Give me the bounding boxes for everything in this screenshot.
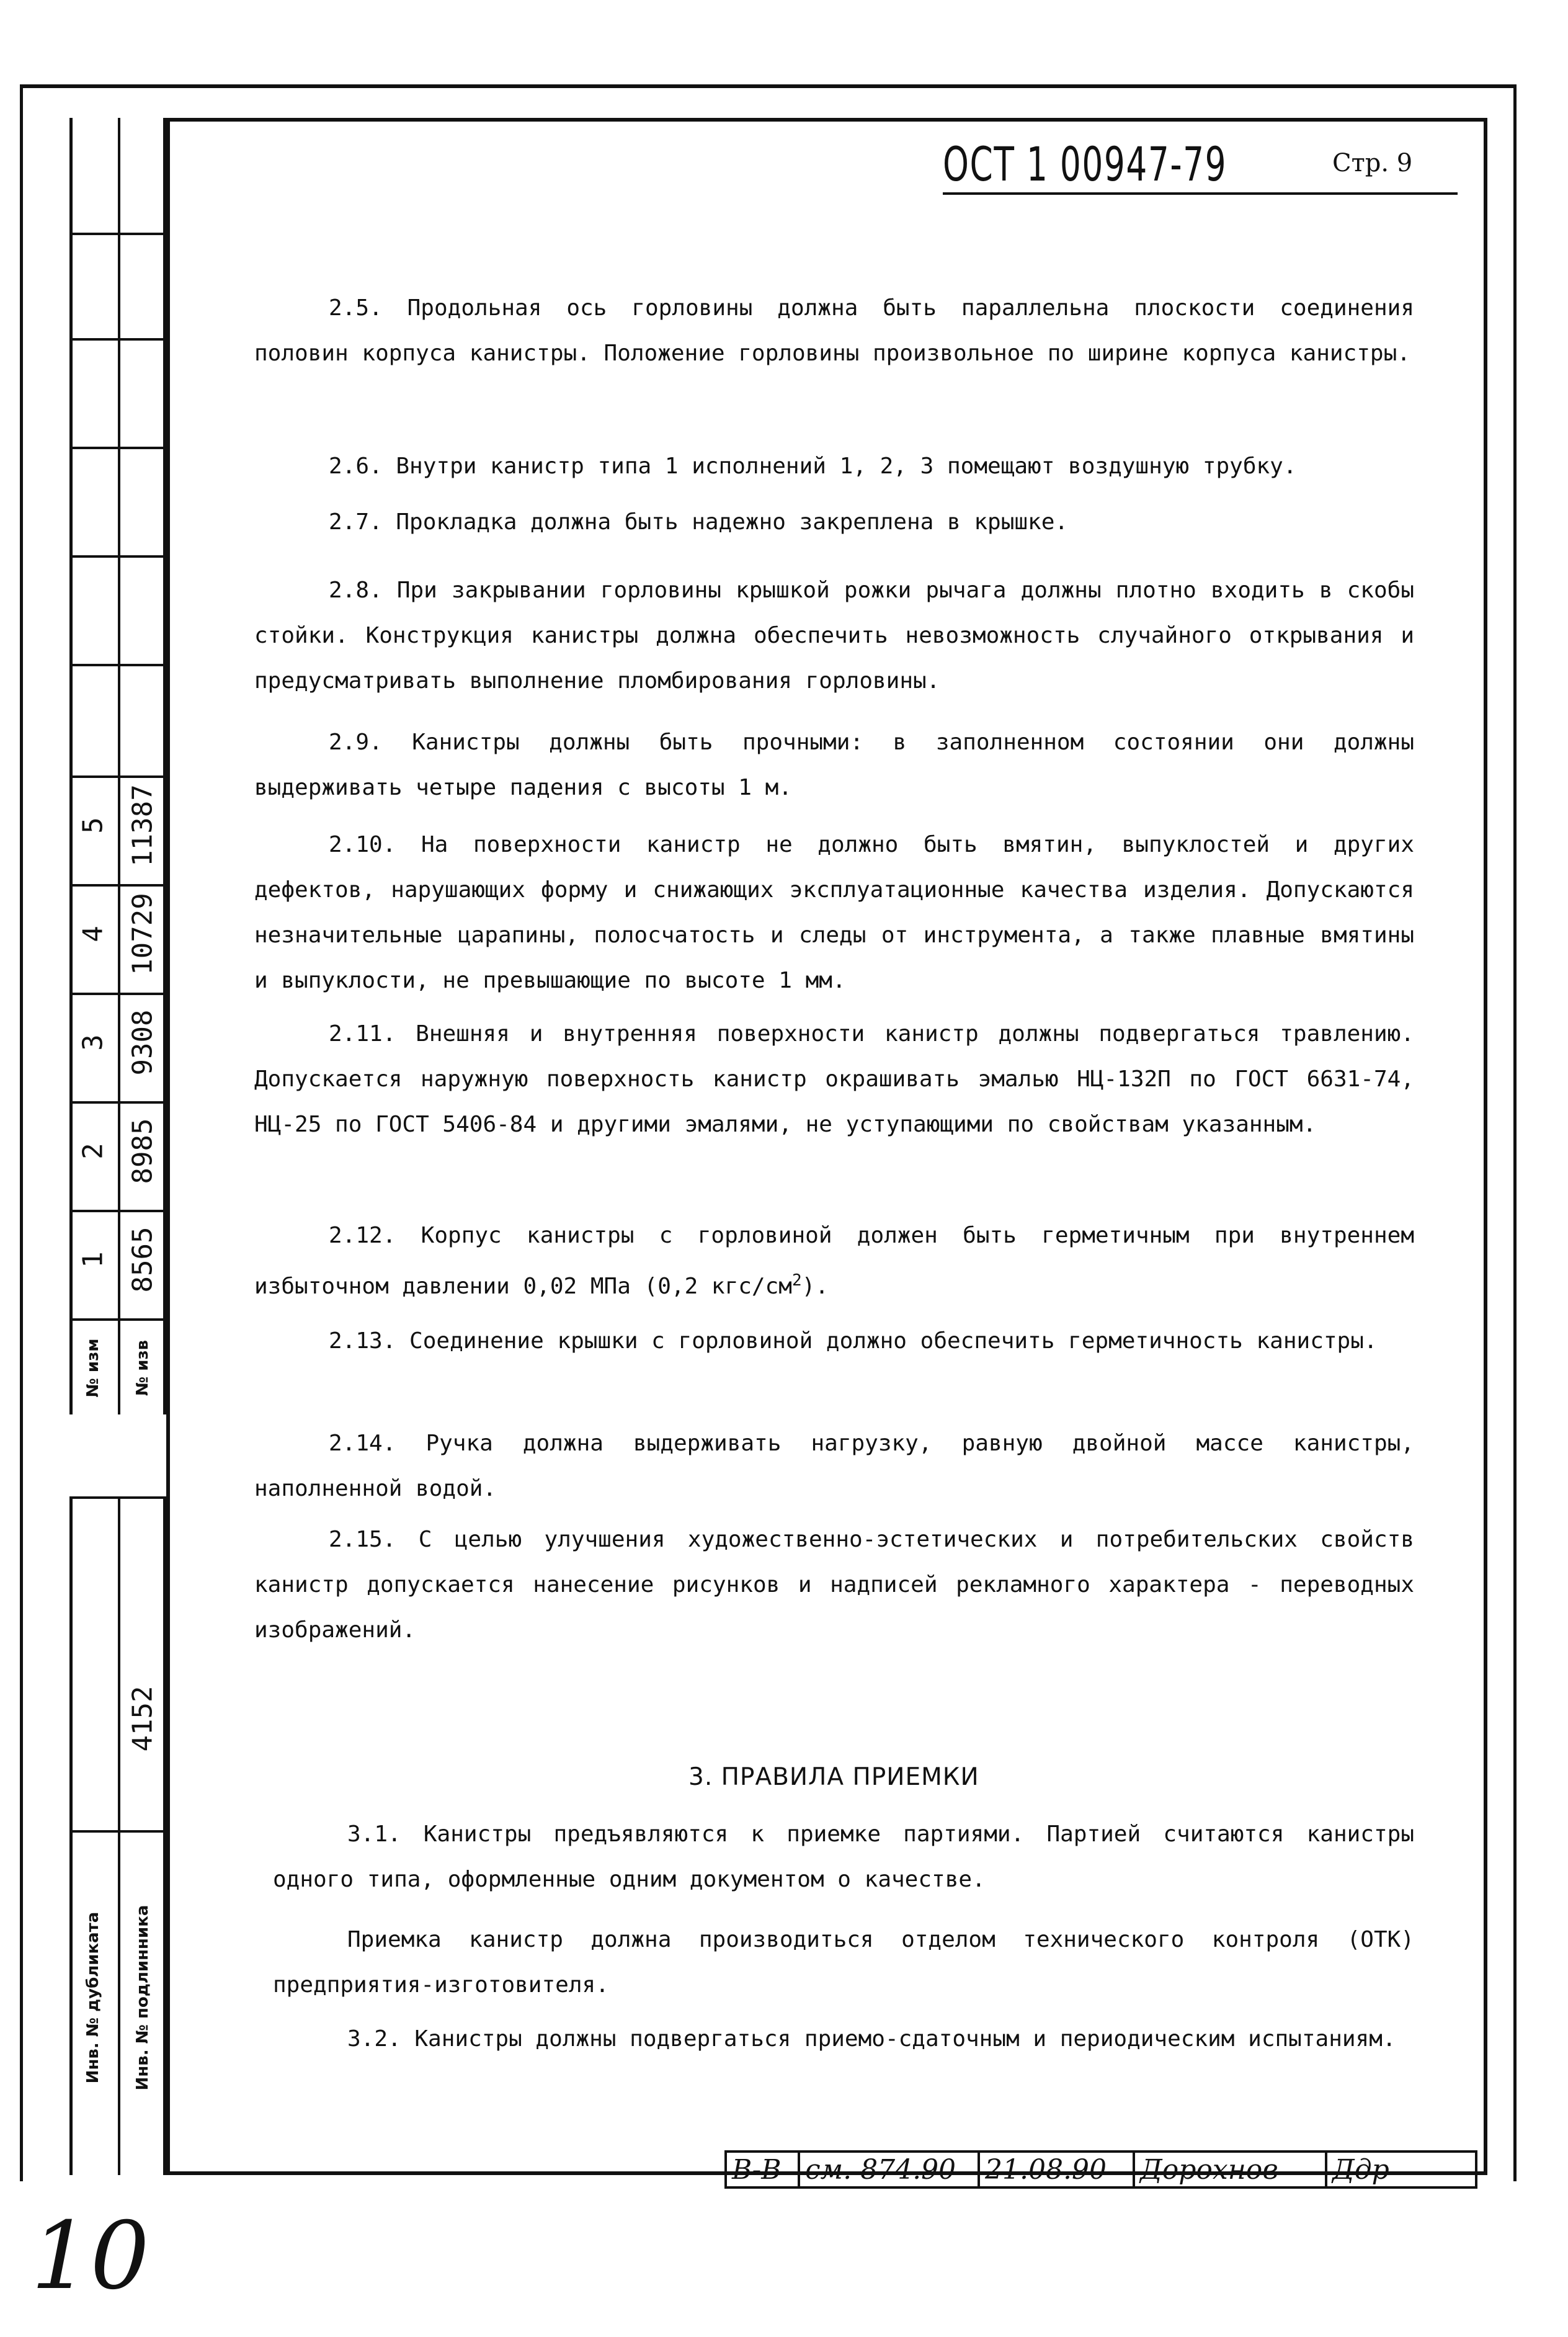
duplicate-label: Инв. № дубликата — [84, 1911, 102, 2084]
clause-2-9: 2.9. Канистры должны быть прочными: в заполненном состоянии они должны выдерживать четыре падения с высоты 1 м. — [254, 730, 1414, 800]
change-table-line — [69, 447, 166, 449]
change-number-2: 2 — [77, 1143, 109, 1160]
change-table-line — [69, 338, 166, 341]
row-label-doc: № изв — [133, 1339, 152, 1396]
change-number-4: 4 — [77, 926, 109, 942]
document-code: ОСТ 1 00947-79 — [943, 136, 1227, 192]
change-table-line — [69, 555, 166, 558]
clause-2-11: 2.11. Внешняя и внутренняя поверхности канистр должны подвергаться травлению. Допускается наружную поверхность канистр окрашивать эмалью НЦ-132П по ГОСТ 6631-74, НЦ-25 по ГОСТ 5406-84 и другими эмалями, не уступающими по свойствам указанным. — [254, 1021, 1414, 1137]
page-label: Стр. 9 — [1332, 149, 1413, 177]
clause-2-5: 2.5. Продольная ось горловины должна быть параллельна плоскости соединения половин корпуса канистры. Положение горловины произвольное по ширине корпуса канистры. — [254, 295, 1414, 366]
clause-2-13: 2.13. Соединение крышки с горловиной должно обеспечить герметичность канистры. — [329, 1328, 1378, 1354]
change-number-5: 5 — [77, 817, 109, 834]
stamp-cell-date: 21.08.90 — [980, 2153, 1135, 2186]
change-doc-5: 11387 — [127, 784, 159, 867]
change-number-1: 1 — [77, 1251, 109, 1268]
clause-2-8: 2.8. При закрывании горловины крышкой рожки рычага должны плотно входить в скобы стойки. Конструкция канистры должна обеспечить невозможность случайного открывания и предусматривать выполнение пломбирования горловины. — [254, 578, 1414, 694]
revision-stamp — [724, 2150, 1477, 2189]
change-table-line — [69, 664, 166, 666]
inventory-table-line — [69, 1830, 166, 1833]
clause-2-15: 2.15. С целью улучшения художественно-эстетических и потребительских свойств канистр допускается нанесение рисунков и надписей рекламного характера - переводных изображений. — [254, 1527, 1414, 1643]
clause-3-1-acceptance: Приемка канистр должна производиться отделом технического контроля (ОТК) предприятия-изготовителя. — [273, 1927, 1414, 1998]
clause-2-12-superscript: 2 — [791, 1271, 802, 1290]
clause-2-12-end: ). — [801, 1274, 829, 1299]
change-doc-3: 9308 — [127, 1009, 159, 1076]
clause-3-2: 3.2. Канистры должны подвергаться приемо-сдаточным и периодическим испытаниям. — [347, 2026, 1396, 2052]
change-doc-1: 8565 — [127, 1227, 159, 1293]
inventory-table-divider — [118, 1496, 120, 2175]
row-label-change: № изм — [84, 1338, 102, 1398]
clause-2-7: 2.7. Прокладка должна быть надежно закреплена в крышке. — [329, 509, 1069, 535]
original-number: 4152 — [127, 1686, 159, 1752]
change-doc-4: 10729 — [127, 893, 159, 975]
stamp-cell-mark: В-В — [727, 2153, 800, 2186]
outer-frame-right — [1513, 84, 1517, 2181]
clause-2-12 — [254, 1213, 1414, 1309]
change-doc-2: 8985 — [127, 1118, 159, 1184]
clause-2-6: 2.6. Внутри канистр типа 1 исполнений 1, 2, 3 помещают воздушную трубку. — [329, 454, 1297, 479]
change-table-divider — [118, 118, 120, 1414]
clause-2-14: 2.14. Ручка должна выдерживать нагрузку, равную двойной массе канистры, наполненной водой. — [254, 1431, 1414, 1501]
original-label: Инв. № подлинника — [133, 1905, 152, 2091]
handwritten-page-number: 10 — [31, 2202, 149, 2310]
clause-3-1: 3.1. Канистры предъявляются к приемке партиями. Партией считаются канистры одного типа, оформленные одним документом о качестве. — [273, 1821, 1414, 1892]
section-heading: 3. ПРАВИЛА ПРИЕМКИ — [688, 1763, 979, 1791]
change-table-line — [69, 233, 166, 235]
clause-2-10: 2.10. На поверхности канистр не должно быть вмятин, выпуклостей и других дефектов, нарушающих форму и снижающих эксплуатационные качества изделия. Допускаются незначительные царапины, полосчатость и следы от инструмента, а также плавные вмятины и выпуклости, не превышающие по высоте 1 мм. — [254, 832, 1414, 993]
clause-2-12-text: 2.12. Корпус канистры с горловиной должен быть герметичным при внутреннем избыточном давлении 0,02 МПа (0,2 кгс/см — [254, 1223, 1414, 1299]
stamp-cell-notice: см. 874.90 — [800, 2153, 980, 2186]
outer-frame-left — [20, 84, 23, 2181]
change-table-line — [69, 1318, 166, 1321]
change-number-3: 3 — [77, 1034, 109, 1051]
header-rule — [943, 192, 1458, 195]
stamp-cell-name: Дорохнов — [1135, 2153, 1327, 2186]
stamp-cell-signature: Ддр — [1332, 2153, 1389, 2186]
inventory-table-line — [69, 1496, 166, 1499]
